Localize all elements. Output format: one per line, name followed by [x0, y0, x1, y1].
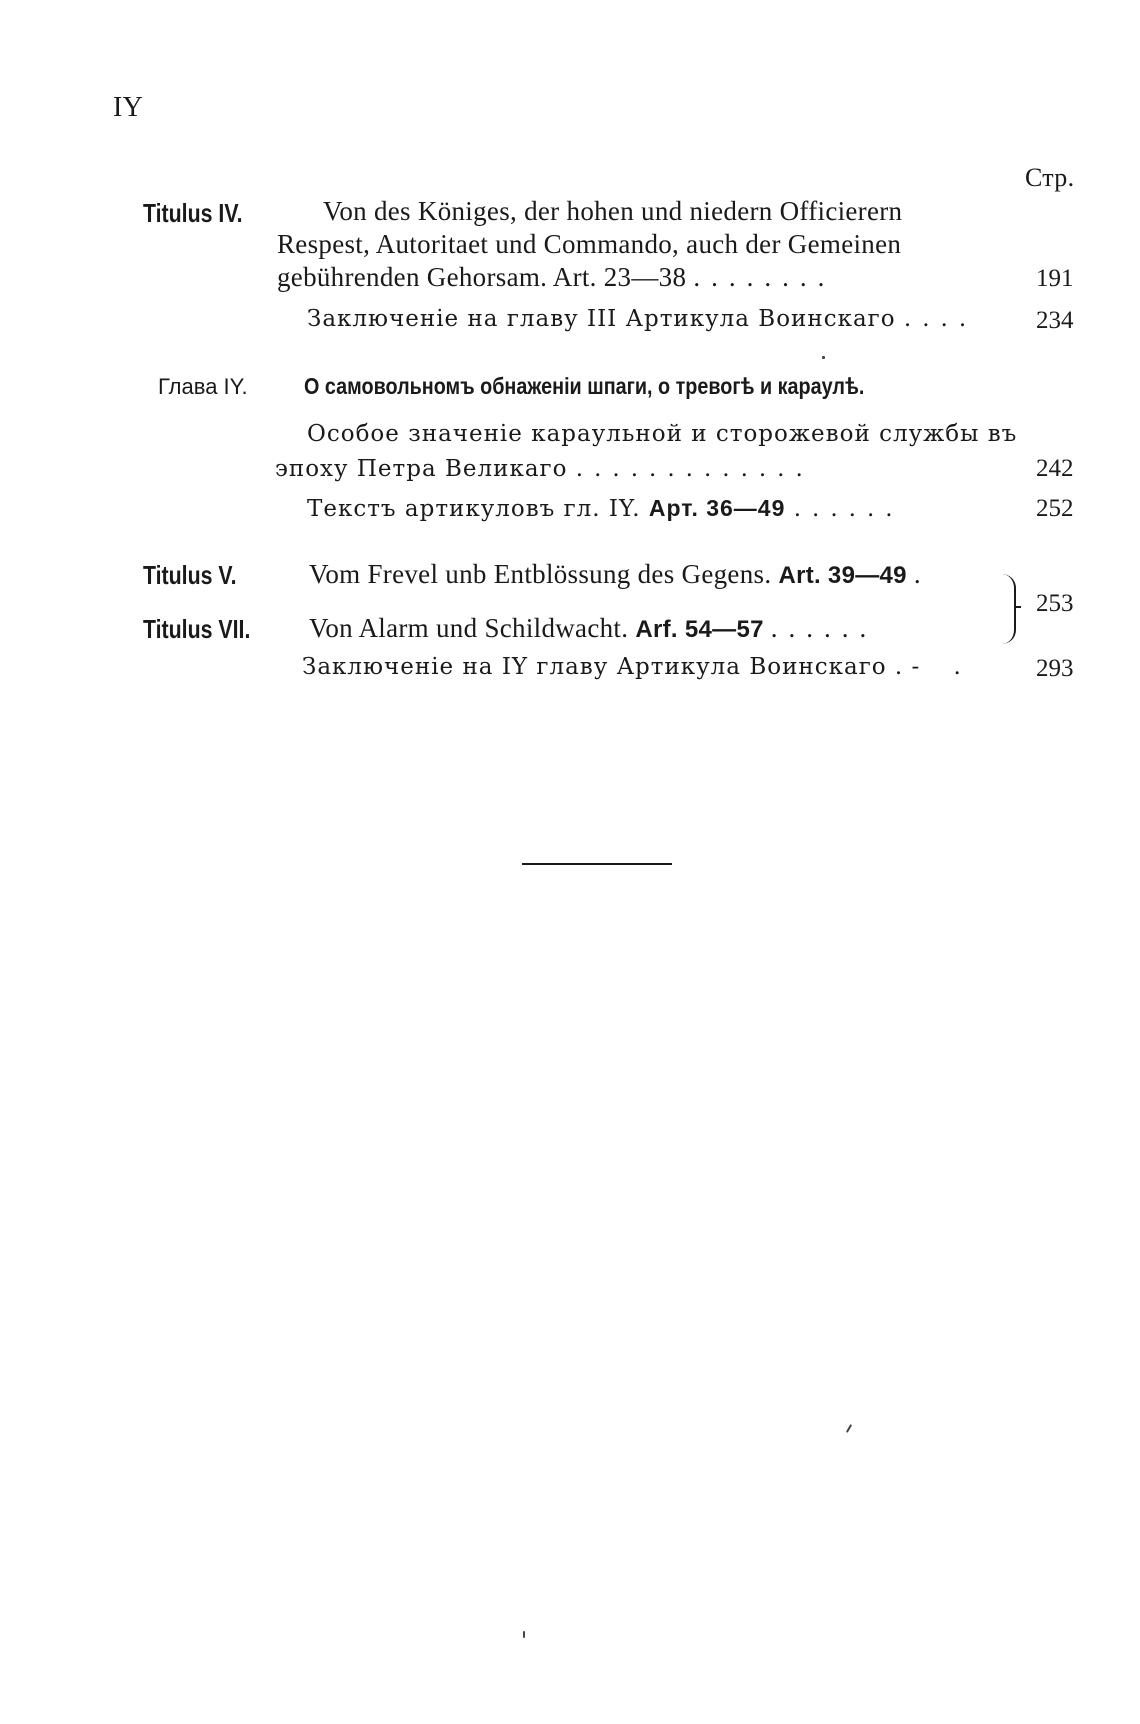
entry-text-line: Respest, Autoritaet und Commando, auch der Gemeinen	[277, 229, 902, 259]
leader-dots: .............	[575, 456, 814, 482]
grouping-brace	[1000, 574, 1016, 644]
column-heading-pages: Стр.	[1025, 163, 1075, 192]
page-ref: 234	[1036, 307, 1074, 334]
entry-text-line: эпоху Петра Великаго .............	[275, 456, 814, 482]
leader-dots: ......	[770, 613, 878, 643]
article-range: Арт. 36—49	[648, 495, 786, 521]
page-ref: 252	[1036, 495, 1074, 522]
entry-text-line: Заключенiе на главу III Артикула Воинскаго ....	[307, 306, 978, 332]
leader-dots: . - .	[894, 654, 962, 680]
entry-text-line: Текстъ артикуловъ гл. IY. Арт. 36—49 ......	[307, 495, 904, 522]
print-speck	[846, 1424, 852, 1433]
entry-label: Titulus IV.	[143, 198, 243, 228]
print-speck	[822, 356, 825, 359]
section-divider	[522, 863, 672, 865]
entry-text-line: Vom Frevel unb Entblössung des Gegens. Art. 39—49 .	[309, 559, 921, 589]
print-speck	[523, 1631, 525, 1638]
leader-dots: .	[913, 559, 921, 589]
entry-text-line: Особое значенiе караульной и сторожевой службы въ	[307, 421, 1018, 447]
page-ref: 253	[1036, 590, 1074, 617]
page-ref: 191	[1036, 265, 1074, 292]
chapter-title: О самовольномъ обнаженіи шпаги, о тревогѣ и караулѣ.	[304, 373, 865, 399]
entry-text-line: Von des Königes, der hohen und niedern Officierern	[323, 196, 903, 226]
leader-dots: ......	[793, 496, 904, 522]
page-ref: 242	[1036, 455, 1074, 482]
chapter-label: Глава IY.	[158, 374, 248, 399]
leader-dots: ........	[693, 262, 836, 292]
page-ref: 293	[1036, 655, 1074, 682]
entry-label: Titulus VII.	[143, 614, 251, 644]
entry-label: Titulus V.	[143, 560, 237, 590]
article-range: Art. 39—49	[778, 562, 907, 589]
page-number: IY	[113, 92, 144, 123]
article-range: Arf. 54—57	[635, 616, 764, 643]
entry-text-line: Von Alarm und Schildwacht. Arf. 54—57 ......	[309, 613, 878, 643]
entry-text-line: Заключенiе на IY главу Артикула Воинскаго . - .	[302, 654, 962, 680]
leader-dots: ....	[903, 306, 978, 332]
entry-text-line: gebührenden Gehorsam. Art. 23—38 ........	[277, 262, 836, 292]
